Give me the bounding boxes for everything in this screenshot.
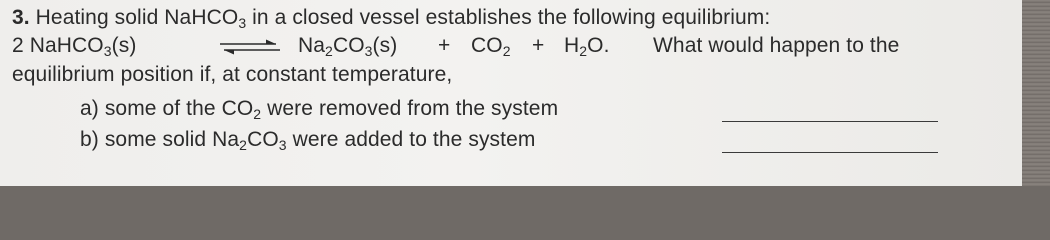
part-b-text: some solid $Na_2CO_3$ were added to the system bbox=[104, 128, 536, 153]
plus-sign: + bbox=[532, 34, 545, 57]
equilibrium-arrow-icon bbox=[218, 38, 282, 56]
question-line-1 bbox=[12, 6, 770, 30]
part-a-text: some of the $CO_2$ were removed from the system bbox=[104, 97, 559, 122]
question-intro: Heating solid NaHCO$_3$ in a closed vessel establishes the following equilibrium: bbox=[35, 6, 771, 31]
question-number: 3. bbox=[12, 6, 30, 29]
plus-sign: + bbox=[438, 34, 451, 57]
question-line-2-tail: What would happen to the bbox=[653, 34, 900, 57]
part-b-label: b) bbox=[80, 128, 99, 151]
question-line-3: equilibrium position if, at constant temperature, bbox=[12, 63, 453, 86]
part-a bbox=[80, 97, 558, 121]
product-na2co3: $Na_2CO_3(s)$ bbox=[298, 34, 398, 59]
product-co2: $CO_2$ bbox=[471, 34, 511, 59]
reactant-nahco3: 2 NaHCO$_3$(s) bbox=[12, 34, 137, 59]
product-h2o: $H_2O$. bbox=[564, 34, 610, 59]
answer-blank-a[interactable] bbox=[722, 121, 938, 122]
answer-blank-b[interactable] bbox=[722, 152, 938, 153]
paper-edge-background bbox=[1022, 0, 1050, 186]
part-a-label: a) bbox=[80, 97, 99, 120]
part-b bbox=[80, 128, 535, 152]
